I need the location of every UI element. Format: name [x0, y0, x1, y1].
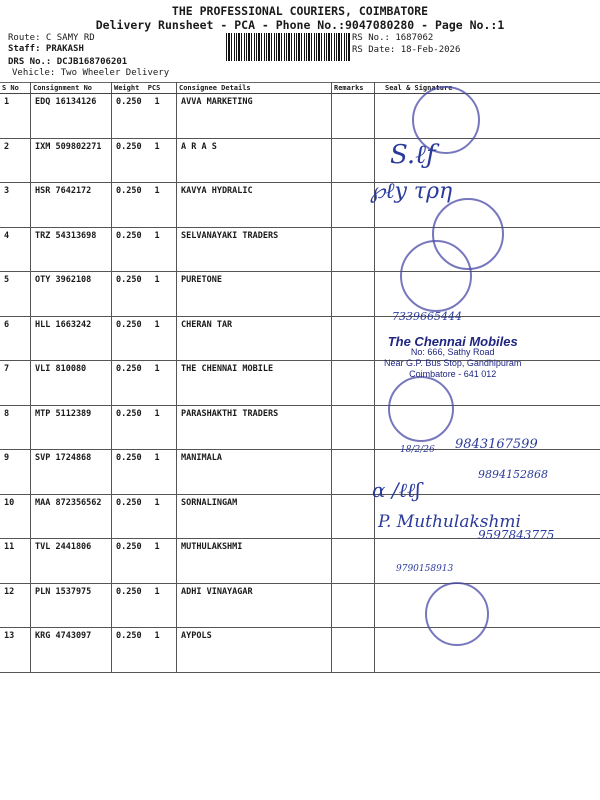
weight-pcs-cell [112, 138, 177, 183]
barcode [226, 33, 350, 61]
handwritten-phone: 9894152868 [478, 468, 548, 481]
remarks-cell [332, 183, 375, 228]
handwritten-phone: 9597843775 [478, 528, 555, 542]
pcs: 1 [154, 186, 160, 196]
col-consignee: Consignee Details [177, 83, 332, 94]
consignment-no: VLI 810080 [31, 361, 112, 406]
sno: 9 [0, 450, 31, 495]
pcs: 1 [154, 497, 160, 508]
consignee: MUTHULAKSHMI [177, 539, 332, 584]
table-row [0, 138, 600, 183]
staff: Staff: PRAKASH [8, 44, 84, 54]
pcs: 1 [154, 631, 160, 641]
sno: 8 [0, 405, 31, 450]
sno: 1 [0, 94, 31, 139]
remarks-cell [332, 227, 375, 272]
signature: S.ℓƒ [390, 140, 436, 170]
weight-pcs-cell [112, 539, 177, 584]
pcs: 1 [154, 408, 160, 419]
pcs: 1 [154, 97, 160, 107]
sno: 4 [0, 227, 31, 272]
sno: 12 [0, 583, 31, 628]
sno: 7 [0, 361, 31, 406]
sno: 2 [0, 138, 31, 183]
weight: 0.250 [116, 497, 142, 508]
consignment-no: EDQ 16134126 [31, 94, 112, 139]
remarks-cell [332, 628, 375, 673]
consignment-no: HSR 7642172 [31, 183, 112, 228]
sno: 6 [0, 316, 31, 361]
remarks-cell [332, 138, 375, 183]
table-row [0, 583, 600, 628]
consignee: KAVYA HYDRALIC [177, 183, 332, 228]
col-weight-pcs: Weight PCS [112, 83, 177, 94]
remarks-cell [332, 450, 375, 495]
signature: α ∕ℓℓʃ [372, 478, 421, 502]
seal-stamp [400, 240, 472, 312]
consignment-no: KRG 4743097 [31, 628, 112, 673]
route: Route: C SAMY RD [8, 33, 95, 43]
consignee: AVVA MARKETING [177, 94, 332, 139]
weight-pcs-cell [112, 450, 177, 495]
col-seal-signature: Seal & Signature [375, 83, 600, 94]
handwritten-phone: 9790158913 [396, 564, 454, 574]
weight: 0.250 [116, 141, 142, 152]
seal-signature-cell [375, 628, 600, 673]
remarks-cell [332, 583, 375, 628]
remarks-cell [332, 316, 375, 361]
remarks-cell [332, 405, 375, 450]
consignment-no: OTY 3962108 [31, 272, 112, 317]
rs-number: RS No.: 1687062 [352, 33, 434, 43]
handwritten-phone: 9843167599 [455, 437, 538, 452]
weight: 0.250 [116, 408, 142, 419]
weight: 0.250 [116, 275, 142, 285]
consignee: A R A S [177, 138, 332, 183]
sno: 3 [0, 183, 31, 228]
consignment-no: PLN 1537975 [31, 583, 112, 628]
consignee: PURETONE [177, 272, 332, 317]
remarks-cell [332, 94, 375, 139]
weight-pcs-cell [112, 628, 177, 673]
vehicle: Vehicle: Two Wheeler Delivery [12, 68, 170, 78]
weight-pcs-cell [112, 361, 177, 406]
weight-pcs-cell [112, 405, 177, 450]
consignee: THE CHENNAI MOBILE [177, 361, 332, 406]
weight: 0.250 [116, 631, 142, 641]
weight-pcs-cell [112, 227, 177, 272]
seal-signature-cell [375, 539, 600, 584]
sno: 13 [0, 628, 31, 673]
col-consignment: Consignment No [31, 83, 112, 94]
weight-pcs-cell [112, 494, 177, 539]
table-row [0, 227, 600, 272]
seal-stamp [425, 582, 489, 646]
weight-pcs-cell [112, 316, 177, 361]
consignee: PARASHAKTHI TRADERS [177, 405, 332, 450]
seal-signature-cell [375, 94, 600, 139]
handwritten-name: P. Muthulakshmi [378, 512, 521, 532]
weight: 0.250 [116, 364, 142, 374]
weight: 0.250 [116, 542, 142, 552]
weight: 0.250 [116, 319, 142, 330]
drs-number: DRS No.: DCJB168706201 [8, 57, 128, 67]
consignment-no: SVP 1724868 [31, 450, 112, 495]
remarks-cell [332, 361, 375, 406]
consignment-no: IXM 509802271 [31, 138, 112, 183]
remarks-cell [332, 539, 375, 584]
handwritten-phone: 7339665444 [392, 310, 462, 323]
pcs: 1 [154, 453, 160, 463]
sno: 11 [0, 539, 31, 584]
consignment-no: HLL 1663242 [31, 316, 112, 361]
weight-pcs-cell [112, 94, 177, 139]
pcs: 1 [154, 364, 160, 374]
remarks-cell [332, 494, 375, 539]
pcs: 1 [154, 275, 160, 285]
table-header [0, 83, 600, 94]
weight: 0.250 [116, 586, 142, 597]
rs-date: RS Date: 18-Feb-2026 [352, 45, 461, 55]
pcs: 1 [154, 586, 160, 597]
sno: 5 [0, 272, 31, 317]
signature: ℘ℓy τρη [370, 179, 453, 204]
handwritten-date: 18/2/26 [400, 445, 435, 455]
pcs: 1 [154, 319, 160, 330]
consignee: MANIMALA [177, 450, 332, 495]
consignment-no: MTP 5112389 [31, 405, 112, 450]
weight-pcs-cell [112, 183, 177, 228]
consignee: SELVANAYAKI TRADERS [177, 227, 332, 272]
col-sno: S No [0, 83, 31, 94]
pcs: 1 [154, 141, 160, 152]
seal-stamp [388, 376, 454, 442]
consignment-no: TVL 2441806 [31, 539, 112, 584]
table-row [0, 272, 600, 317]
col-remarks: Remarks [332, 83, 375, 94]
weight-pcs-cell [112, 583, 177, 628]
weight-pcs-cell [112, 272, 177, 317]
table-row [0, 628, 600, 673]
pcs: 1 [154, 542, 160, 552]
remarks-cell [332, 272, 375, 317]
weight: 0.250 [116, 230, 142, 241]
weight: 0.250 [116, 186, 142, 196]
table-row [0, 539, 600, 584]
pcs: 1 [154, 230, 160, 241]
consignment-no: TRZ 54313698 [31, 227, 112, 272]
consignee: AYPOLS [177, 628, 332, 673]
consignee: SORNALINGAM [177, 494, 332, 539]
consignee: CHERAN TAR [177, 316, 332, 361]
weight: 0.250 [116, 453, 142, 463]
weight: 0.250 [116, 97, 142, 107]
sno: 10 [0, 494, 31, 539]
company-title: THE PROFESSIONAL COURIERS, COIMBATORE [171, 4, 429, 18]
consignee: ADHI VINAYAGAR [177, 583, 332, 628]
table-row [0, 94, 600, 139]
consignment-no: MAA 872356562 [31, 494, 112, 539]
chennai-mobiles-stamp: The Chennai Mobiles No: 666, Sathy Road Near G.P. Bus Stop, Gandhipuram Coimbatore - 641 012 [384, 334, 522, 379]
table-row [0, 183, 600, 228]
runsheet-subtitle: Delivery Runsheet - PCA - Phone No.:9047080280 - Page No.:1 [95, 18, 505, 32]
